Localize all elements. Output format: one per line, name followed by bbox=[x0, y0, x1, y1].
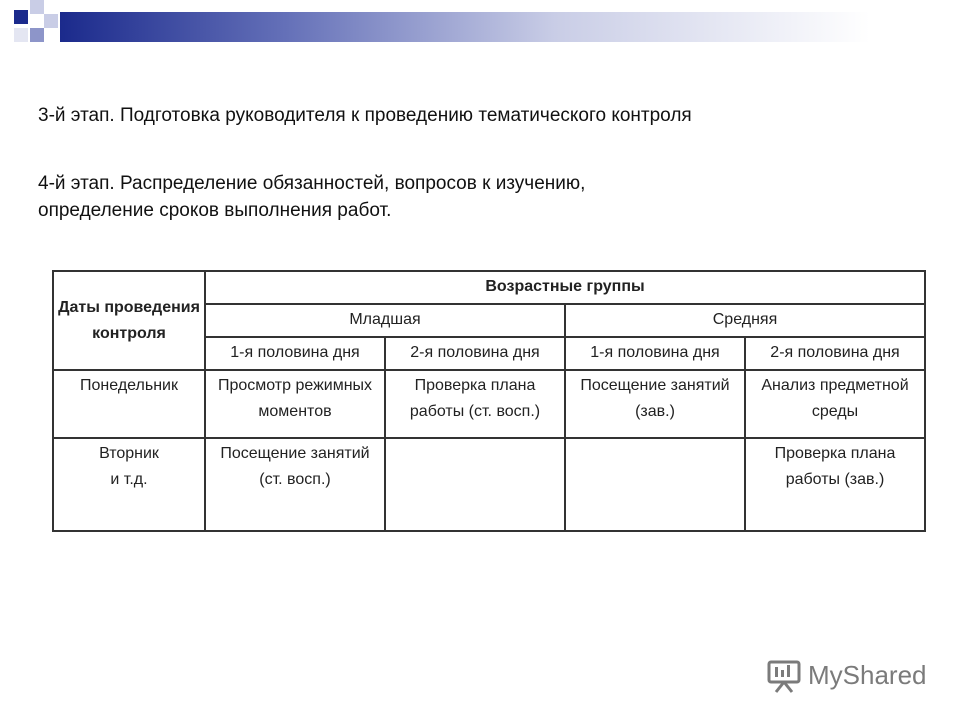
table-cell bbox=[745, 370, 925, 438]
table-cell-empty bbox=[565, 438, 745, 531]
cell-line: работы (ст. восп.) bbox=[409, 403, 541, 421]
table-row bbox=[53, 438, 925, 531]
cell-line: среды bbox=[811, 403, 859, 421]
stage-4-line-2: определение сроков выполнения работ. bbox=[38, 200, 392, 221]
half-day-header: 1-я половина дня bbox=[205, 337, 385, 370]
group-middle-header: Средняя bbox=[565, 304, 925, 337]
dates-header-line: проведения bbox=[104, 298, 200, 316]
day-label: Вторник bbox=[99, 445, 159, 463]
day-label: Понедельник bbox=[80, 377, 178, 395]
presentation-board-icon bbox=[766, 658, 802, 694]
dates-header-cell bbox=[53, 271, 205, 370]
brand-name: MyShared bbox=[808, 660, 927, 690]
cell-line: Проверка плана bbox=[414, 377, 536, 395]
half-day-header: 1-я половина дня bbox=[565, 337, 745, 370]
cell-line: (зав.) bbox=[635, 403, 675, 421]
cell-line: (ст. восп.) bbox=[259, 471, 331, 489]
cell-line: Посещение занятий bbox=[580, 377, 730, 395]
dates-header-line: контроля bbox=[92, 324, 166, 342]
table-row bbox=[53, 370, 925, 438]
age-groups-header: Возрастные группы bbox=[205, 271, 925, 304]
group-junior-header: Младшая bbox=[205, 304, 565, 337]
half-day-header: 2-я половина дня bbox=[745, 337, 925, 370]
cell-line: Проверка плана bbox=[774, 445, 896, 463]
table-cell bbox=[205, 370, 385, 438]
banner-square-light bbox=[44, 14, 58, 28]
day-cell bbox=[53, 438, 205, 531]
day-cell bbox=[53, 370, 205, 438]
half-day-header: 2-я половина дня bbox=[385, 337, 565, 370]
cell-line: работы (зав.) bbox=[785, 471, 885, 489]
banner-square-pale bbox=[14, 28, 28, 42]
cell-line: Анализ предметной bbox=[761, 377, 909, 395]
myshared-watermark[interactable] bbox=[766, 656, 936, 696]
day-label: и т.д. bbox=[110, 471, 148, 489]
cell-line: Посещение занятий bbox=[220, 445, 370, 463]
dates-header-line: Даты bbox=[58, 298, 100, 316]
stage-4-text bbox=[38, 170, 898, 224]
banner-gradient-bar bbox=[60, 12, 960, 42]
table-cell bbox=[385, 370, 565, 438]
banner-square-light bbox=[30, 0, 44, 14]
banner-square-mid bbox=[30, 28, 44, 42]
control-schedule-table bbox=[52, 270, 924, 532]
table-cell bbox=[205, 438, 385, 531]
cell-line: моментов bbox=[258, 403, 332, 421]
cell-line: Просмотр режимных bbox=[217, 377, 373, 395]
table-cell bbox=[565, 370, 745, 438]
stage-3-text: 3-й этап. Подготовка руководителя к проведению тематического контроля bbox=[38, 105, 692, 126]
slide-banner bbox=[0, 0, 960, 60]
banner-square-dark bbox=[14, 10, 28, 24]
table-cell-empty bbox=[385, 438, 565, 531]
table-cell bbox=[745, 438, 925, 531]
stage-4-line-1: 4-й этап. Распределение обязанностей, вопросов к изучению, bbox=[38, 173, 586, 194]
